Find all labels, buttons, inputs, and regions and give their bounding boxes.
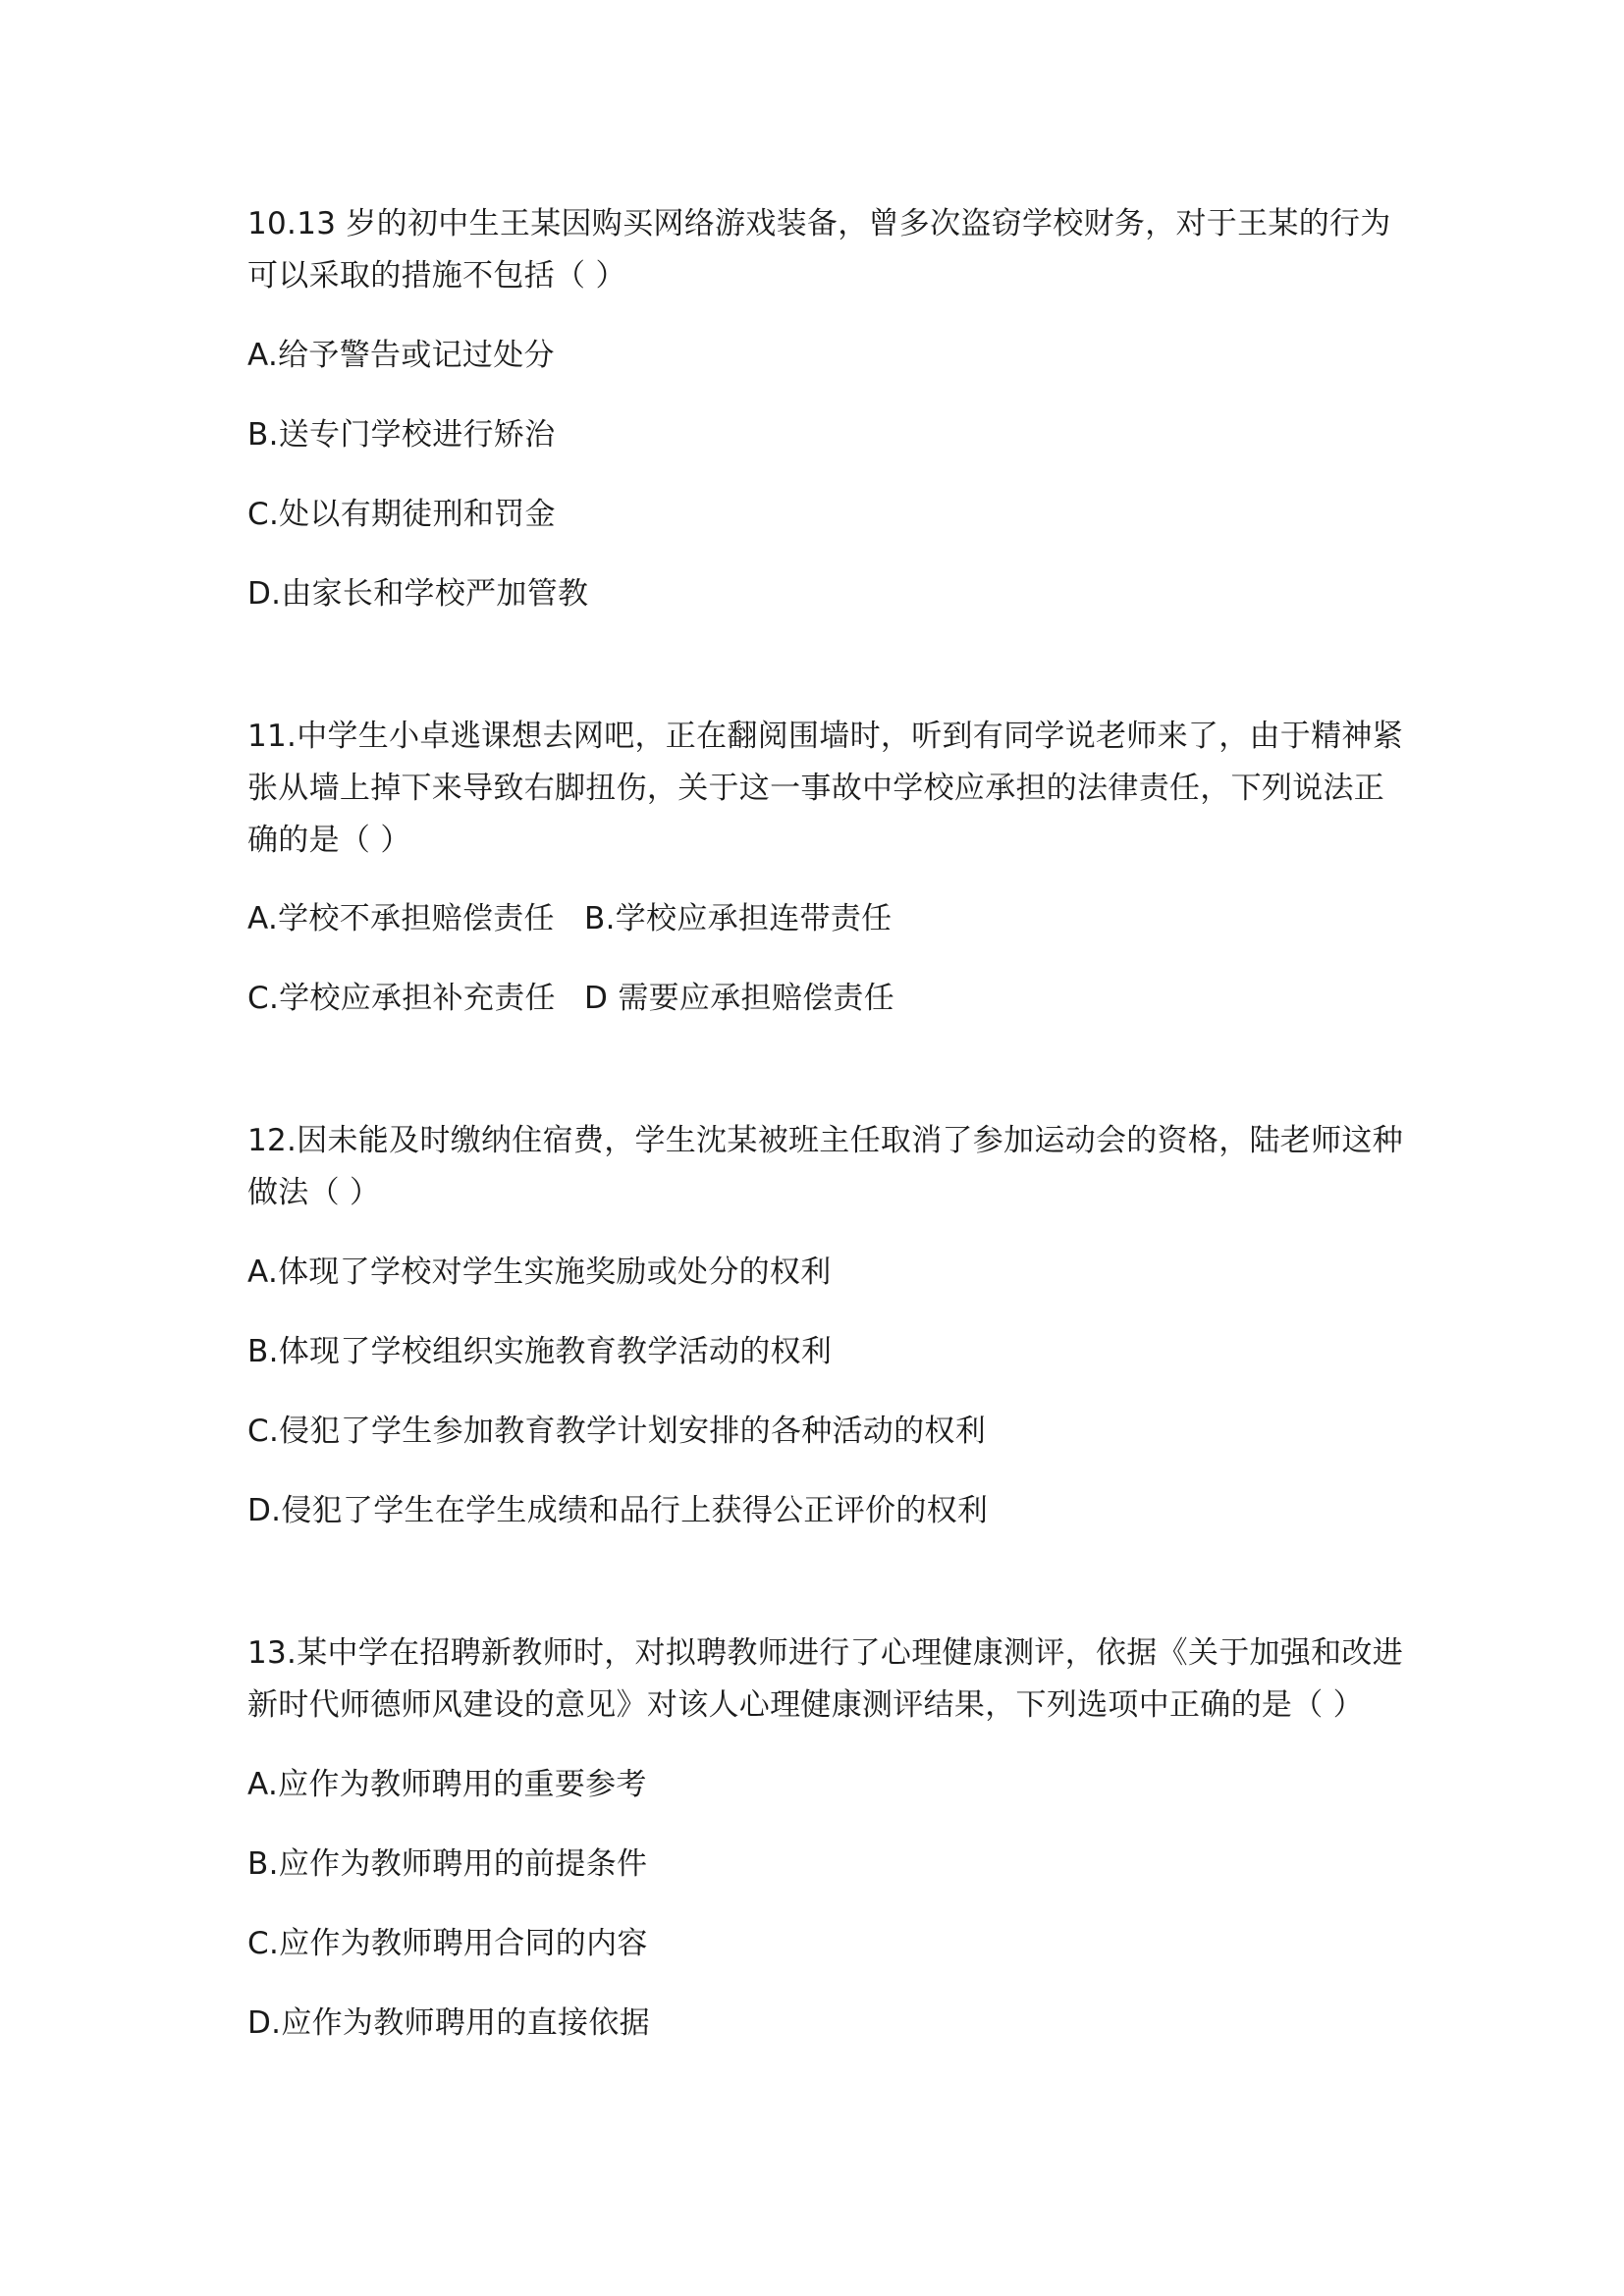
option-d: D.侵犯了学生在学生成绩和品行上获得公正评价的权利 bbox=[247, 1493, 989, 1528]
question-stem-line: 13.某中学在招聘新教师时，对拟聘教师进行了心理健康测评，依据《关于加强和改进 bbox=[247, 1635, 1403, 1671]
option-b: B.应作为教师聘用的前提条件 bbox=[247, 1846, 648, 1882]
question-stem-line: 确的是（ ） bbox=[247, 823, 411, 858]
option-b: B.学校应承担连带责任 bbox=[584, 901, 893, 936]
question-stem-line: 新时代师德师风建设的意见》对该人心理健康测评结果，下列选项中正确的是（ ） bbox=[247, 1687, 1364, 1723]
option-b: B.送专门学校进行矫治 bbox=[247, 417, 556, 453]
option-a: A.应作为教师聘用的重要参考 bbox=[247, 1767, 647, 1802]
option-b: B.体现了学校组织实施教育教学活动的权利 bbox=[247, 1334, 833, 1369]
option-d: D.应作为教师聘用的直接依据 bbox=[247, 2005, 650, 2041]
question-stem-line: 11.中学生小卓逃课想去网吧，正在翻阅围墙时，听到有同学说老师来了，由于精神紧 bbox=[247, 719, 1403, 754]
option-a: A.体现了学校对学生实施奖励或处分的权利 bbox=[247, 1255, 832, 1290]
question-stem-line: 12.因未能及时缴纳住宿费，学生沈某被班主任取消了参加运动会的资格，陆老师这种 bbox=[247, 1123, 1403, 1158]
question-stem-line: 10.13 岁的初中生王某因购买网络游戏装备，曾多次盗窃学校财务，对于王某的行为 bbox=[247, 206, 1391, 241]
option-a: A.给予警告或记过处分 bbox=[247, 338, 555, 373]
option-c: C.学校应承担补充责任 bbox=[247, 981, 556, 1016]
option-c: C.侵犯了学生参加教育教学计划安排的各种活动的权利 bbox=[247, 1414, 986, 1449]
question-stem-line: 张从墙上掉下来导致右脚扭伤，关于这一事故中学校应承担的法律责任，下列说法正 bbox=[247, 771, 1385, 806]
option-d: D.由家长和学校严加管教 bbox=[247, 576, 589, 612]
question-stem-line: 做法（ ） bbox=[247, 1175, 381, 1210]
option-d: D 需要应承担赔偿责任 bbox=[584, 981, 895, 1016]
question-stem-line: 可以采取的措施不包括（ ） bbox=[247, 258, 626, 294]
option-a: A.学校不承担赔偿责任 bbox=[247, 901, 555, 936]
option-c: C.处以有期徒刑和罚金 bbox=[247, 497, 556, 532]
option-c: C.应作为教师聘用合同的内容 bbox=[247, 1926, 648, 1961]
